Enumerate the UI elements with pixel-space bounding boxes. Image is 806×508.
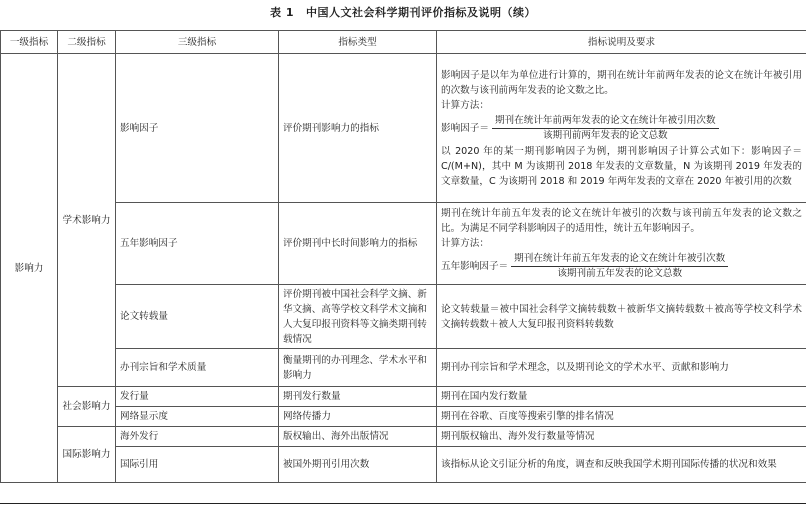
group-international: 国际影响力 [58,427,116,483]
bottom-rule [0,503,806,504]
indicator-name: 发行量 [116,387,279,407]
indicator-name: 办刊宗旨和学术质量 [116,349,279,387]
level1-cell: 影响力 [1,54,58,483]
indicator-description: 论文转载量＝被中国社会科学文摘转载数＋被新华文摘转载数＋被高等学校文科学术文摘转载数＋被人大复印报刊资料转载数 [437,285,806,349]
fraction [511,252,728,281]
indicator-type: 版权输出、海外出版情况 [279,427,437,447]
header-level1: 一级指标 [1,31,58,54]
indicator-name: 网络显示度 [116,407,279,427]
group-social: 社会影响力 [58,387,116,427]
indicator-name: 海外发行 [116,427,279,447]
indicator-description: 期刊办刊宗旨和学术理念，以及期刊论文的学术水平、贡献和影响力 [437,349,806,387]
table-row [1,203,806,285]
formula [441,252,802,281]
indicator-name: 五年影响因子 [116,203,279,285]
description-text: 影响因子是以年为单位进行计算的，期刊在统计年前两年发表的论文在统计年被引用的次数与该刊前两年发表的论文数之比。 [441,69,802,96]
table-row [1,407,806,427]
denominator: 该期刊前五年发表的论文总数 [557,267,683,279]
indicator-description: 期刊在国内发行数量 [437,387,806,407]
table-caption [0,4,806,20]
indicator-name: 影响因子 [116,54,279,203]
table-title: 中国人文社会科学期刊评价指标及说明（续） [305,6,536,19]
formula-lhs: 影响因子＝ [441,122,489,134]
indicator-table [0,30,806,483]
header-level3: 三级指标 [116,31,279,54]
example-text: 以 2020 年的某一期刊影响因子为例，期刊影响因子计算公式如下：影响因子＝C/(M+N)，其中 M 为该期刊 2018 年发表的文章数量，N 为该期刊 2019 年发表的文章数量，C 为该期刊 2018 和 2019 年两年发表的文章在 2020 年被引用的次数 [441,145,802,187]
indicator-name: 国际引用 [116,447,279,483]
table-row [1,387,806,407]
numerator: 期刊在统计年前五年发表的论文在统计年被引次数 [511,252,728,267]
formula-lhs: 五年影响因子＝ [441,260,509,272]
header-level2: 二级指标 [58,31,116,54]
indicator-type: 评价期刊被中国社会科学文摘、新华文摘、高等学校文科学术文摘和人大复印报刊资料等文摘类期刊转载情况 [279,285,437,349]
indicator-description: 该指标从论文引证分析的角度，调查和反映我国学术期刊国际传播的状况和效果 [437,447,806,483]
method-label: 计算方法： [441,237,489,249]
table-row [1,447,806,483]
table-row [1,427,806,447]
method-label: 计算方法： [441,99,489,111]
indicator-name: 论文转载量 [116,285,279,349]
fraction [492,114,719,143]
table-row [1,349,806,387]
header-row [1,31,806,54]
formula [441,114,802,143]
indicator-description [437,203,806,285]
table-row [1,285,806,349]
indicator-description: 期刊在谷歌、百度等搜索引擎的排名情况 [437,407,806,427]
numerator: 期刊在统计年前两年发表的论文在统计年被引用次数 [492,114,719,129]
indicator-type: 期刊发行数量 [279,387,437,407]
indicator-description: 期刊版权输出、海外发行数量等情况 [437,427,806,447]
denominator: 该期刊前两年发表的论文总数 [542,129,668,141]
description-text: 期刊在统计年前五年发表的论文在统计年被引的次数与该刊前五年发表的论文数之比。为满足不同学科影响因子的适用性，统计五年影响因子。 [441,207,802,234]
indicator-type: 评价期刊中长时间影响力的指标 [279,203,437,285]
indicator-type: 被国外期刊引用次数 [279,447,437,483]
group-academic: 学术影响力 [58,54,116,387]
indicator-description [437,54,806,203]
table-row [1,54,806,203]
indicator-type: 网络传播力 [279,407,437,427]
header-type: 指标类型 [279,31,437,54]
table-number: 表 1 [270,6,294,19]
header-description: 指标说明及要求 [437,31,806,54]
indicator-type: 衡量期刊的办刊理念、学术水平和影响力 [279,349,437,387]
indicator-type: 评价期刊影响力的指标 [279,54,437,203]
